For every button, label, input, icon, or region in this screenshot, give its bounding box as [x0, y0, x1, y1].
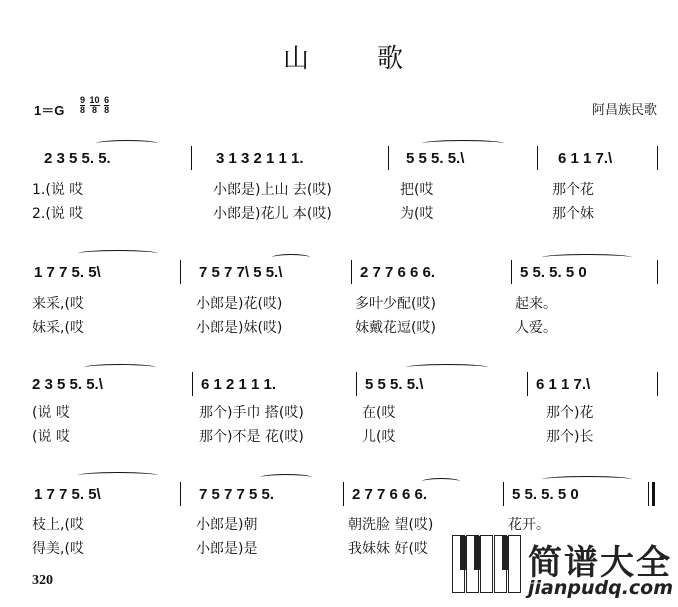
barline: [343, 482, 344, 506]
time-signatures: [80, 96, 111, 115]
barline: [192, 372, 193, 396]
bar-notes: 1 7 7 5. 5\: [34, 486, 101, 503]
lyric: 来采,(哎: [32, 296, 84, 312]
song-source: 阿昌族民歌: [592, 103, 658, 118]
bar-notes: 5 5. 5. 5 0: [520, 264, 587, 281]
lyric: 那个)不是 花(哎): [199, 429, 304, 445]
lyric: 妹戴花逗(哎): [355, 320, 436, 336]
bar-notes: 2 3 5 5. 5.: [44, 150, 111, 167]
tie-slur: [78, 472, 158, 479]
piano-keys-icon: [452, 535, 522, 593]
lyric: 小郎是)花儿 本(哎): [213, 206, 332, 222]
watermark-url: jianpudq.com: [528, 577, 674, 599]
bar-notes: 7 5 7 7 5 5.: [199, 486, 275, 503]
lyric: 小郎是)朝: [196, 517, 258, 533]
tie-slur: [406, 364, 488, 371]
bar-notes: 2 7 7 6 6 6.: [360, 264, 436, 281]
meter-2: $\frac{10}{8}$: [89, 95, 100, 115]
key-signature: 1＝G: [34, 103, 65, 118]
watermark-text: 简谱大全: [528, 543, 672, 583]
lyric: 小郎是)花(哎): [196, 296, 283, 312]
barline: [351, 260, 352, 284]
bar-notes: 6 1 1 7.\: [558, 150, 613, 167]
lyric: 小郎是)妹(哎): [196, 320, 283, 336]
tie-slur: [272, 254, 310, 261]
lyric: 朝洗脸 望(哎): [348, 517, 434, 533]
bar-notes: 5 5. 5. 5 0: [512, 486, 579, 503]
tie-slur: [542, 254, 632, 261]
lyric: 那个)手巾 搭(哎): [199, 405, 304, 421]
lyric: 1.(说 哎: [32, 182, 84, 198]
barline: [657, 372, 658, 396]
bar-notes: 5 5 5. 5.\: [365, 376, 424, 393]
bar-notes: 1 7 7 5. 5\: [34, 264, 101, 281]
tie-slur: [78, 250, 158, 257]
bar-notes: 3 1 3 2 1 1 1.: [216, 150, 304, 167]
lyric: 把(哎: [400, 182, 434, 198]
lyric: 起来。: [515, 296, 557, 312]
final-barline-thick: [652, 482, 655, 506]
lyric: 那个花: [552, 182, 594, 198]
lyric: 那个)花: [546, 405, 594, 421]
lyric: 为(哎: [400, 206, 434, 222]
bar-notes: 7 5 7 7\ 5 5.\: [199, 264, 283, 281]
lyric: 人爱。: [515, 320, 557, 336]
tie-slur: [84, 364, 156, 371]
barline: [180, 482, 181, 506]
meter-1: $\frac{9}{8}$: [80, 95, 86, 115]
final-barline-thin: [648, 482, 649, 506]
barline: [191, 146, 192, 170]
barline: [180, 260, 181, 284]
lyric: 枝上,(哎: [32, 517, 84, 533]
bar-notes: 5 5 5. 5.\: [406, 150, 465, 167]
lyric: 那个)长: [546, 429, 594, 445]
barline: [527, 372, 528, 396]
lyric: 多叶少配(哎): [355, 296, 436, 312]
barline: [356, 372, 357, 396]
site-watermark: [452, 535, 674, 605]
lyric: 儿(哎: [362, 429, 396, 445]
tie-slur: [422, 478, 460, 485]
barline: [511, 260, 512, 284]
song-title: 山歌: [283, 44, 472, 74]
tie-slur: [542, 476, 632, 483]
lyric: (说 哎: [32, 405, 70, 421]
page-number: 320: [32, 573, 53, 588]
bar-notes: 6 1 2 1 1 1.: [201, 376, 277, 393]
barline: [537, 146, 538, 170]
meter-3: $\frac{6}{8}$: [104, 95, 110, 115]
lyric: 2.(说 哎: [32, 206, 84, 222]
lyric: 妹采,(哎: [32, 320, 84, 336]
tie-slur: [260, 474, 312, 481]
barline: [657, 146, 658, 170]
lyric: 那个妹: [552, 206, 594, 222]
barline: [657, 260, 658, 284]
lyric: 小郎是)上山 去(哎): [213, 182, 332, 198]
bar-notes: 2 7 7 6 6 6.: [352, 486, 428, 503]
bar-notes: 2 3 5 5. 5.\: [32, 376, 103, 393]
tie-slur: [422, 140, 504, 147]
lyric: 我妹妹 好(哎: [348, 541, 428, 557]
lyric: (说 哎: [32, 429, 70, 445]
lyric: 在(哎: [362, 405, 396, 421]
lyric: 得美,(哎: [32, 541, 84, 557]
lyric: 花开。: [508, 517, 550, 533]
bar-notes: 6 1 1 7.\: [536, 376, 591, 393]
barline: [388, 146, 389, 170]
barline: [503, 482, 504, 506]
tie-slur: [96, 140, 158, 147]
lyric: 小郎是)是: [196, 541, 258, 557]
